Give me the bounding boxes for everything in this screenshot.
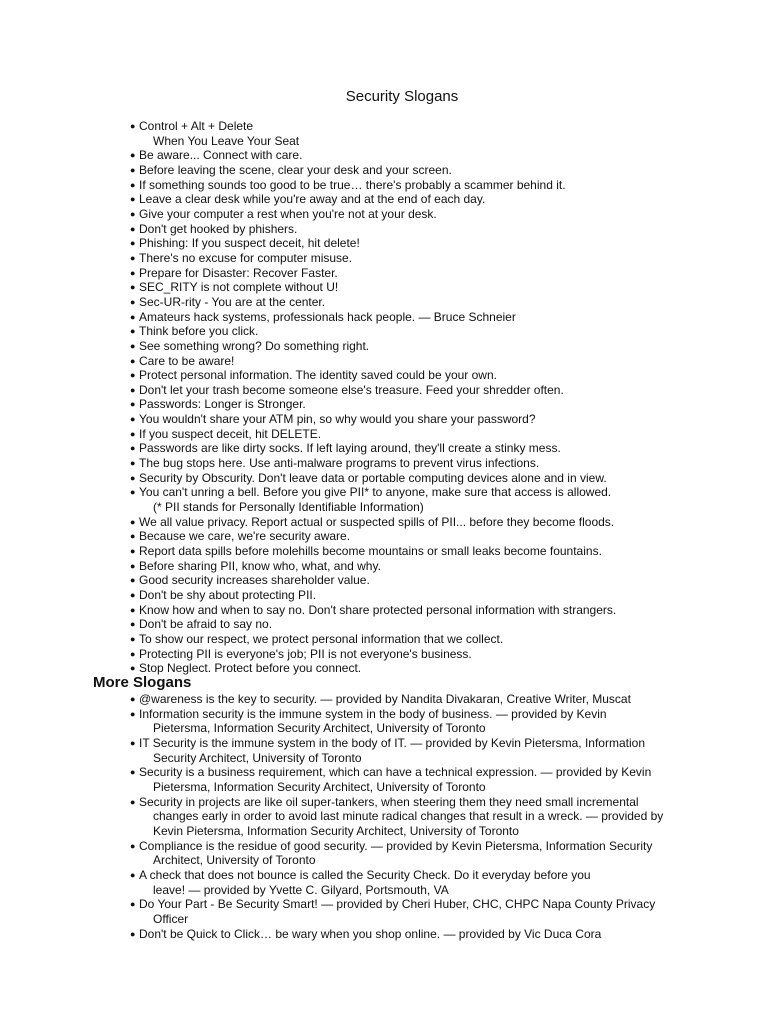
slogan-item [128, 207, 708, 222]
slogan-item [128, 588, 708, 603]
bullet-icon: ● [130, 282, 136, 293]
bullet-icon: ● [130, 164, 136, 175]
slogan-item [128, 661, 708, 676]
more-slogan-item [128, 839, 708, 868]
more-slogan-item [128, 927, 708, 942]
bullet-icon: ● [130, 796, 136, 807]
bullet-icon: ● [130, 869, 136, 880]
slogan-item [128, 573, 708, 588]
slogan-text: Don't be afraid to say no. [139, 617, 273, 632]
more-slogans-heading: More Slogans [93, 674, 192, 691]
bullet-icon: ● [130, 208, 136, 219]
slogan-continuation: Architect, University of Toronto [153, 853, 316, 868]
bullet-icon: ● [130, 150, 136, 161]
slogan-text: IT Security is the immune system in the body of IT. — provided by Kevin Pietersma, Information [139, 735, 645, 750]
slogan-text: Don't let your trash become someone else's treasure. Feed your shredder often. [139, 382, 564, 397]
slogan-item [128, 163, 708, 178]
bullet-icon: ● [130, 311, 136, 322]
slogan-item [128, 178, 708, 193]
more-slogan-item [128, 897, 708, 926]
bullet-icon: ● [130, 194, 136, 205]
slogan-continuation: Security Architect, University of Toronto [153, 750, 362, 765]
bullet-icon: ● [130, 428, 136, 439]
slogan-item [128, 471, 708, 486]
slogan-text: You can't unring a bell. Before you give PII* to anyone, make sure that access is allowed. [139, 485, 612, 500]
slogan-text: We all value privacy. Report actual or suspected spills of PII... before they become floods. [139, 514, 615, 529]
slogan-item [128, 529, 708, 544]
slogan-item [128, 192, 708, 207]
slogan-item [128, 632, 708, 647]
slogan-text: Stop Neglect. Protect before you connect. [139, 661, 362, 676]
bullet-icon: ● [130, 516, 136, 527]
bullet-icon: ● [130, 737, 136, 748]
slogan-text: Security by Obscurity. Don't leave data or portable computing devices alone and in view. [139, 470, 607, 485]
slogan-text: Security in projects are like oil super-tankers, when steering them they need small incremental [139, 794, 639, 809]
bullet-icon: ● [130, 560, 136, 571]
bullet-icon: ● [130, 663, 136, 674]
slogan-text: Passwords are like dirty socks. If left laying around, they'll create a stinky mess. [139, 441, 561, 456]
bullet-icon: ● [130, 604, 136, 615]
slogan-item [128, 397, 708, 412]
slogan-item [128, 427, 708, 442]
bullet-icon: ● [130, 399, 136, 410]
slogan-item [128, 383, 708, 398]
bullet-icon: ● [130, 531, 136, 542]
slogan-item [128, 354, 708, 369]
bullet-icon: ● [130, 648, 136, 659]
slogan-item [128, 251, 708, 266]
slogan-item [128, 236, 708, 251]
bullet-icon: ● [130, 238, 136, 249]
slogan-continuation: Pietersma, Information Security Architect, University of Toronto [153, 721, 486, 736]
slogan-text: SEC_RITY is not complete without U! [139, 280, 339, 295]
slogan-text: Don't be Quick to Click… be wary when you shop online. — provided by Vic Duca Cora [139, 926, 602, 941]
bullet-icon: ● [130, 708, 136, 719]
bullet-icon: ● [130, 355, 136, 366]
slogan-text: Information security is the immune system in the body of business. — provided by Kevin [139, 706, 607, 721]
bullet-icon: ● [130, 296, 136, 307]
slogan-item [128, 295, 708, 310]
slogan-item [128, 324, 708, 339]
slogan-text: Leave a clear desk while you're away and at the end of each day. [139, 192, 486, 207]
more-slogan-item [128, 736, 708, 765]
slogan-text: Phishing: If you suspect deceit, hit delete! [139, 236, 360, 251]
slogan-text: Passwords: Longer is Stronger. [139, 397, 306, 412]
more-slogan-item [128, 868, 708, 897]
bullet-icon: ● [130, 443, 136, 454]
slogan-text: If something sounds too good to be true… there's probably a scammer behind it. [139, 177, 566, 192]
bullet-icon: ● [130, 546, 136, 557]
slogan-item [128, 647, 708, 662]
slogan-item [128, 456, 708, 471]
bullet-icon: ● [130, 694, 136, 704]
page-title: Security Slogans [345, 88, 459, 105]
slogan-text: Give your computer a rest when you're not at your desk. [139, 206, 437, 221]
slogan-text: Prepare for Disaster: Recover Faster. [139, 265, 338, 280]
slogan-text: The bug stops here. Use anti-malware programs to prevent virus infections. [139, 456, 540, 471]
slogan-item [128, 368, 708, 383]
more-slogan-item [128, 765, 708, 794]
slogan-text: Before sharing PII, know who, what, and why. [139, 558, 381, 573]
slogan-text: Don't get hooked by phishers. [139, 221, 298, 236]
slogan-item [128, 266, 708, 281]
more-slogan-list [128, 692, 708, 941]
bullet-icon: ● [130, 340, 136, 351]
bullet-icon: ● [130, 223, 136, 234]
slogan-continuation: changes early in order to avoid last minute radical changes that result in a wreck. — provided by [153, 809, 664, 824]
slogan-item [128, 485, 708, 514]
bullet-icon: ● [130, 633, 136, 644]
slogan-text: Do Your Part - Be Security Smart! — provided by Cheri Huber, CHC, CHPC Napa County Privacy [139, 897, 656, 912]
slogan-text: Care to be aware! [139, 353, 235, 368]
slogan-list [128, 119, 708, 676]
bullet-icon: ● [130, 326, 136, 337]
bullet-icon: ● [130, 899, 136, 910]
slogan-text: Because we care, we're security aware. [139, 529, 351, 544]
bullet-icon: ● [130, 121, 136, 131]
slogan-text: A check that does not bounce is called the Security Check. Do it everyday before you [139, 867, 591, 882]
more-slogan-item [128, 692, 708, 707]
bullet-icon: ● [130, 179, 136, 190]
slogan-text: Be aware... Connect with care. [139, 148, 303, 163]
slogan-item [128, 515, 708, 530]
slogan-item [128, 339, 708, 354]
bullet-icon: ● [130, 767, 136, 778]
slogan-continuation: leave! — provided by Yvette C. Gilyard, Portsmouth, VA [153, 882, 449, 897]
more-slogan-item [128, 707, 708, 736]
slogan-item [128, 441, 708, 456]
slogan-text: Know how and when to say no. Don't share protected personal information with strangers. [139, 602, 617, 617]
slogan-item [128, 412, 708, 427]
bullet-icon: ● [130, 619, 136, 630]
slogan-continuation: (* PII stands for Personally Identifiable Information) [153, 500, 424, 515]
slogan-text: Compliance is the residue of good security. — provided by Kevin Pietersma, Information Security [139, 838, 653, 853]
bullet-icon: ● [130, 590, 136, 600]
slogan-text: To show our respect, we protect personal information that we collect. [139, 631, 504, 646]
slogan-item [128, 603, 708, 618]
slogan-text: Protecting PII is everyone's job; PII is not everyone's business. [139, 646, 472, 661]
bullet-icon: ● [130, 414, 136, 425]
slogan-item [128, 559, 708, 574]
more-slogan-item [128, 795, 708, 839]
bullet-icon: ● [130, 370, 136, 381]
bullet-icon: ● [130, 252, 136, 263]
slogan-text: Sec-UR-rity - You are at the center. [139, 294, 326, 309]
slogan-continuation: Officer [153, 911, 189, 926]
slogan-text: Protect personal information. The identity saved could be your own. [139, 368, 497, 383]
bullet-icon: ● [130, 928, 136, 939]
slogan-text: You wouldn't share your ATM pin, so why would you share your password? [139, 412, 536, 427]
slogan-text: Before leaving the scene, clear your desk and your screen. [139, 162, 452, 177]
slogan-item [128, 617, 708, 632]
slogan-continuation: Kevin Pietersma, Information Security Architect, University of Toronto [153, 823, 519, 838]
bullet-icon: ● [130, 458, 136, 469]
slogan-text: There's no excuse for computer misuse. [139, 250, 353, 265]
slogan-item [128, 280, 708, 295]
slogan-text: If you suspect deceit, hit DELETE. [139, 426, 322, 441]
slogan-text: Security is a business requirement, which can have a technical expression. — provided by Kevin [139, 765, 652, 780]
bullet-icon: ● [130, 267, 136, 278]
bullet-icon: ● [130, 487, 136, 498]
slogan-text: @wareness is the key to security. — provided by Nandita Divakaran, Creative Writer, Muscat [139, 692, 631, 706]
slogan-text: Amateurs hack systems, professionals hack people. — Bruce Schneier [139, 309, 516, 324]
bullet-icon: ● [130, 575, 136, 586]
slogan-item [128, 310, 708, 325]
bullet-icon: ● [130, 384, 136, 395]
bullet-icon: ● [130, 840, 136, 851]
slogan-item [128, 544, 708, 559]
bullet-icon: ● [130, 472, 136, 483]
slogan-text: Don't be shy about protecting PII. [139, 588, 317, 602]
slogan-text: See something wrong? Do something right. [139, 338, 370, 353]
slogan-text: Good security increases shareholder value. [139, 573, 370, 588]
slogan-text: Think before you click. [139, 324, 259, 339]
slogan-item [128, 119, 708, 148]
slogan-text: Report data spills before molehills become mountains or small leaks become fountains. [139, 544, 602, 559]
slogan-item [128, 148, 708, 163]
slogan-text: Control + Alt + Delete [139, 119, 254, 133]
slogan-continuation: When You Leave Your Seat [153, 133, 300, 148]
slogan-item [128, 222, 708, 237]
slogan-continuation: Pietersma, Information Security Architect, University of Toronto [153, 779, 486, 794]
